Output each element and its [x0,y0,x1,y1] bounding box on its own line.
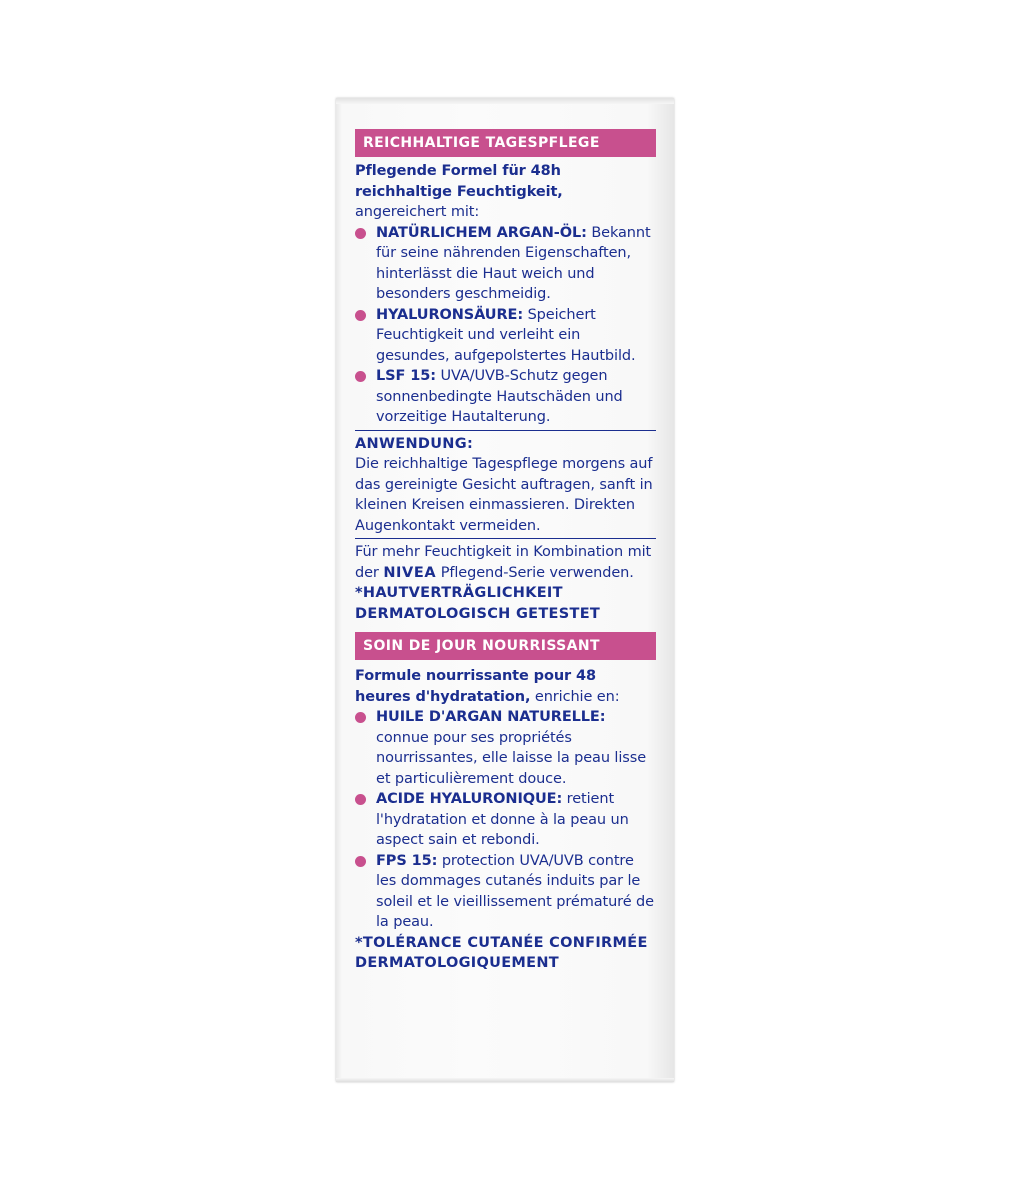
ingredient-label: ACIDE HYALURONIQUE: [376,791,563,807]
german-ingredient-argan [355,223,656,305]
ingredient-label: HUILE D'ARGAN NATURELLE: [376,709,606,725]
french-intro [355,666,656,707]
german-ingredient-spf [355,366,656,428]
german-intro [355,161,656,223]
german-ingredient-hyaluron [355,305,656,367]
ingredient-label: NATÜRLICHEM ARGAN-ÖL: [376,224,587,241]
usage-title: ANWENDUNG: [355,435,474,452]
french-intro-bold-1: Formule nourrissante pour 48 [355,668,597,684]
bullet-dot-icon [355,371,366,382]
ingredient-text: retient l'hydratation et donne à la peau un aspect sain et rebondi. [376,791,629,848]
bullet-dot-icon [355,794,366,805]
divider-line [355,538,656,539]
ingredient-label: FPS 15: [376,852,438,869]
ingredient-label: HYALURONSÄURE: [376,306,524,323]
bullet-dot-icon [355,228,366,239]
french-tolerance-note-2: DERMATOLOGIQUEMENT [355,955,559,971]
bullet-dot-icon [355,712,366,723]
usage-text: Die reichhaltige Tagespflege morgens auf das gereinigte Gesicht auftragen, sanft in kleinen Kreisen einmassieren. Direkten Augenkontakt vermeiden. [355,456,653,534]
divider-line [355,430,656,431]
german-intro-bold-2: reichhaltige Feuchtigkeit, [355,183,563,200]
french-intro-rest: enrichie en: [534,688,620,705]
ingredient-text: Bekannt für seine nährenden Eigenschaften, hinterlässt die Haut weich und besonders geschmeidig. [376,224,651,302]
german-heading: REICHHALTIGE TAGESPFLEGE [355,129,656,157]
german-tolerance-note-2: DERMATOLOGISCH GETESTET [355,605,601,622]
german-intro-bold-1: Pflegende Formel für 48h [355,163,561,179]
package-text-content [355,129,656,974]
french-ingredient-list [355,707,656,933]
ingredient-text: connue pour ses propriétés nourrissantes, elle laisse la peau lisse et particulièrement douce. [376,729,647,787]
combination-text [355,542,656,583]
german-ingredient-list [355,223,656,428]
french-ingredient-argan [355,707,656,789]
bullet-dot-icon [355,310,366,321]
brand-name: NIVEA [383,564,437,581]
french-ingredient-hyaluronic [355,789,656,851]
ingredient-text: protection UVA/UVB contre les dommages cutanés induits par le soleil et le vieillissement prématuré de la peau. [376,852,654,930]
bullet-dot-icon [355,856,366,867]
french-heading: SOIN DE JOUR NOURRISSANT [355,632,656,660]
ingredient-text: UVA/UVB-Schutz gegen sonnenbedingte Hautschäden und vorzeitige Hautalterung. [376,368,623,425]
combination-pre: Für mehr Feuchtigkeit in Kombination mit der [355,544,652,581]
french-intro-bold-2: heures d'hydratation, [355,688,531,705]
german-intro-rest: angereichert mit: [355,204,480,220]
ingredient-label: LSF 15: [376,368,436,384]
combination-post: Pflegend-Serie verwenden. [440,564,634,581]
french-ingredient-spf [355,851,656,933]
ingredient-text: Speichert Feuchtigkeit und verleiht ein gesundes, aufgepolstertes Hautbild. [376,306,636,364]
german-tolerance-note-1: *HAUTVERTRÄGLICHKEIT [355,585,563,601]
french-tolerance-note-1: *TOLÉRANCE CUTANÉE CONFIRMÉE [355,934,648,951]
